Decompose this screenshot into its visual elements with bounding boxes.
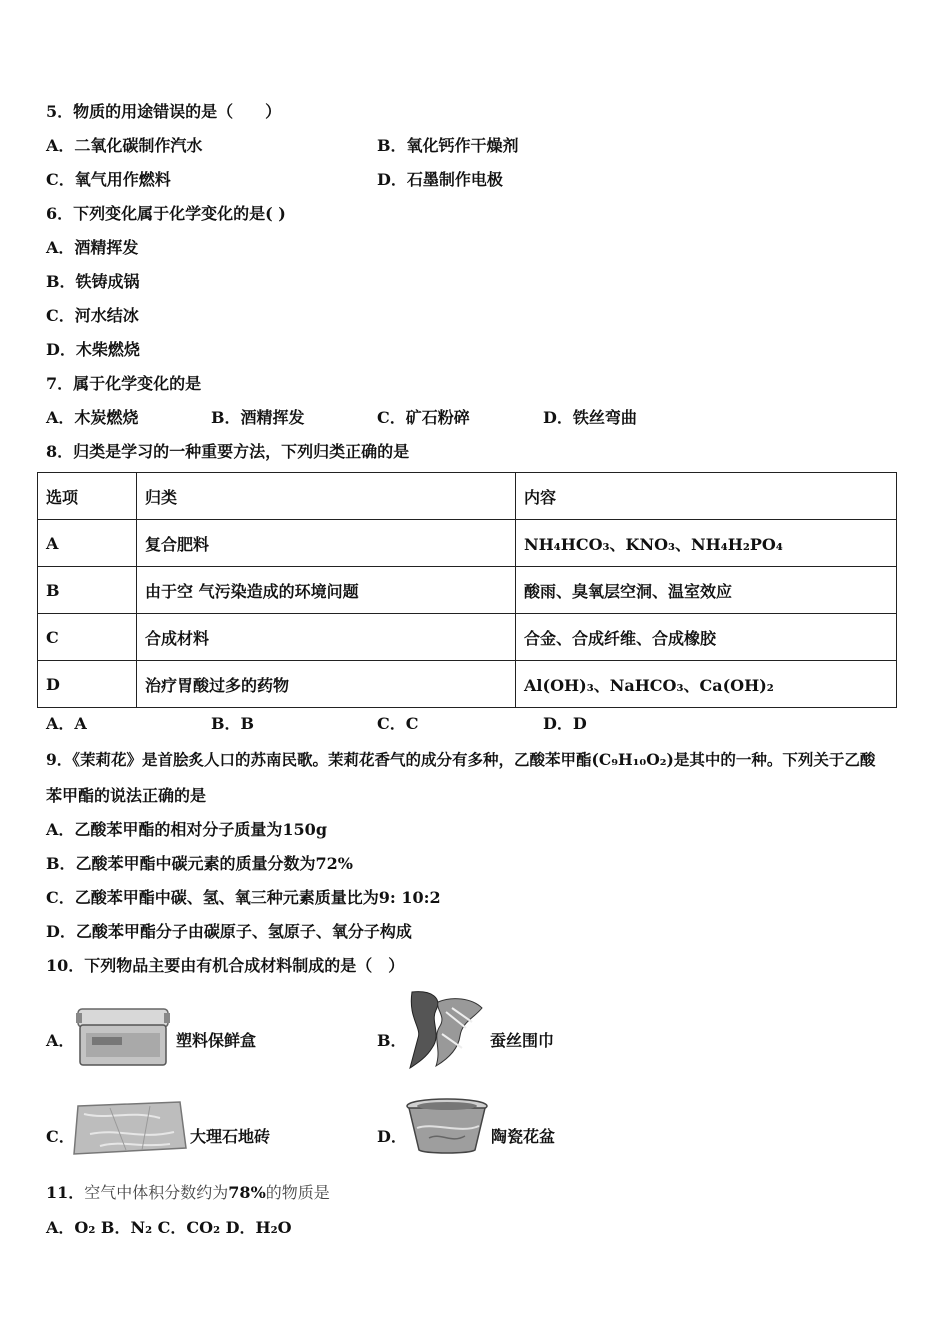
- q5-stem: 5．物质的用途错误的是（ ）: [46, 102, 282, 121]
- q7-stem: 7．属于化学变化的是: [46, 374, 202, 393]
- q5-option-a[interactable]: A．二氧化碳制作汽水: [46, 136, 203, 155]
- q7-option-c[interactable]: C．矿石粉碎: [377, 408, 470, 427]
- table-header-content: 内容: [516, 473, 897, 520]
- q7-option-a[interactable]: A．木炭燃烧: [46, 408, 139, 427]
- table-cell-category: 治疗胃酸过多的药物: [137, 661, 516, 708]
- q8-option-a[interactable]: A．A: [46, 714, 87, 733]
- q10-option-c-letter[interactable]: C．: [46, 1127, 75, 1146]
- table-header-category: 归类: [137, 473, 516, 520]
- q5-option-d[interactable]: D．石墨制作电极: [377, 170, 503, 189]
- table-header-row: [38, 473, 897, 520]
- q10-stem: 10．下列物品主要由有机合成材料制成的是（ ）: [46, 956, 405, 975]
- q10-option-a-text: 塑料保鲜盒: [176, 1031, 257, 1050]
- classification-table: [37, 472, 897, 708]
- q9-option-a[interactable]: A．乙酸苯甲酯的相对分子质量为150g: [46, 820, 328, 839]
- q9-option-c[interactable]: C．乙酸苯甲酯中碳、氢、氧三种元素质量比为9: 10:2: [46, 888, 441, 907]
- plastic-box-icon[interactable]: [72, 1003, 172, 1068]
- q11-stem-number: 11．: [46, 1183, 85, 1202]
- q11-stem-text-a: 空气中体积分数约为: [84, 1183, 229, 1202]
- q5-option-c[interactable]: C．氧气用作燃料: [46, 170, 171, 189]
- q8-stem: 8．归类是学习的一种重要方法，下列归类正确的是: [46, 442, 410, 461]
- table-cell-option: D: [38, 661, 137, 708]
- q11-stem: [46, 1183, 330, 1203]
- q6-option-b[interactable]: B．铁铸成锅: [46, 272, 140, 291]
- table-cell-content: 合金、合成纤维、合成橡胶: [516, 614, 897, 661]
- q6-option-d[interactable]: D．木柴燃烧: [46, 340, 140, 359]
- table-cell-option: C: [38, 614, 137, 661]
- q9-stem-line2: 苯甲酯的说法正确的是: [46, 786, 207, 805]
- table-cell-content: NH₄HCO₃、KNO₃、NH₄H₂PO₄: [516, 520, 897, 567]
- q11-stem-text-c: 的物质是: [265, 1183, 330, 1202]
- q8-option-d[interactable]: D．D: [543, 714, 587, 733]
- q11-stem-percent: 78%: [228, 1183, 266, 1202]
- q6-option-c[interactable]: C．河水结冰: [46, 306, 139, 325]
- q9-stem-line1: 9．《茉莉花》是首脍炙人口的苏南民歌。茉莉花香气的成分有多种，乙酸苯甲酯(C₉H₁₀O₂)是其中的一种。下列关于乙酸: [46, 750, 876, 769]
- table-header-option: 选项: [38, 473, 137, 520]
- q8-option-c[interactable]: C．C: [377, 714, 419, 733]
- table-row: [38, 661, 897, 708]
- table-row: [38, 614, 897, 661]
- ceramic-pot-icon[interactable]: [405, 1098, 489, 1156]
- q7-option-d[interactable]: D．铁丝弯曲: [543, 408, 637, 427]
- silk-scarf-icon[interactable]: [402, 988, 486, 1070]
- q5-option-b[interactable]: B．氧化钙作干燥剂: [377, 136, 519, 155]
- table-cell-option: A: [38, 520, 137, 567]
- q7-option-b[interactable]: B．酒精挥发: [211, 408, 305, 427]
- table-cell-content: 酸雨、臭氧层空洞、温室效应: [516, 567, 897, 614]
- q10-option-b-letter[interactable]: B．: [377, 1031, 407, 1050]
- q6-option-a[interactable]: A．酒精挥发: [46, 238, 139, 257]
- marble-tile-icon[interactable]: [70, 1100, 188, 1156]
- q9-option-d[interactable]: D．乙酸苯甲酯分子由碳原子、氢原子、氧分子构成: [46, 922, 412, 941]
- table-cell-content: Al(OH)₃、NaHCO₃、Ca(OH)₂: [516, 661, 897, 708]
- q10-option-d-text: 陶瓷花盆: [491, 1127, 556, 1146]
- table-cell-category: 合成材料: [137, 614, 516, 661]
- q6-stem: 6．下列变化属于化学变化的是( ): [46, 204, 286, 223]
- q10-option-d-letter[interactable]: D．: [377, 1127, 407, 1146]
- q8-option-b[interactable]: B．B: [211, 714, 255, 733]
- table-cell-option: B: [38, 567, 137, 614]
- q10-option-a-letter[interactable]: A．: [46, 1031, 75, 1050]
- q10-option-c-text: 大理石地砖: [190, 1127, 271, 1146]
- table-cell-category: 由于空 气污染造成的环境问题: [137, 567, 516, 614]
- table-cell-category: 复合肥料: [137, 520, 516, 567]
- q11-options[interactable]: A．O₂ B．N₂ C．CO₂ D．H₂O: [46, 1218, 292, 1237]
- q10-option-b-text: 蚕丝围巾: [490, 1031, 555, 1050]
- table-row: [38, 567, 897, 614]
- table-row: [38, 520, 897, 567]
- q9-option-b[interactable]: B．乙酸苯甲酯中碳元素的质量分数为72%: [46, 854, 353, 873]
